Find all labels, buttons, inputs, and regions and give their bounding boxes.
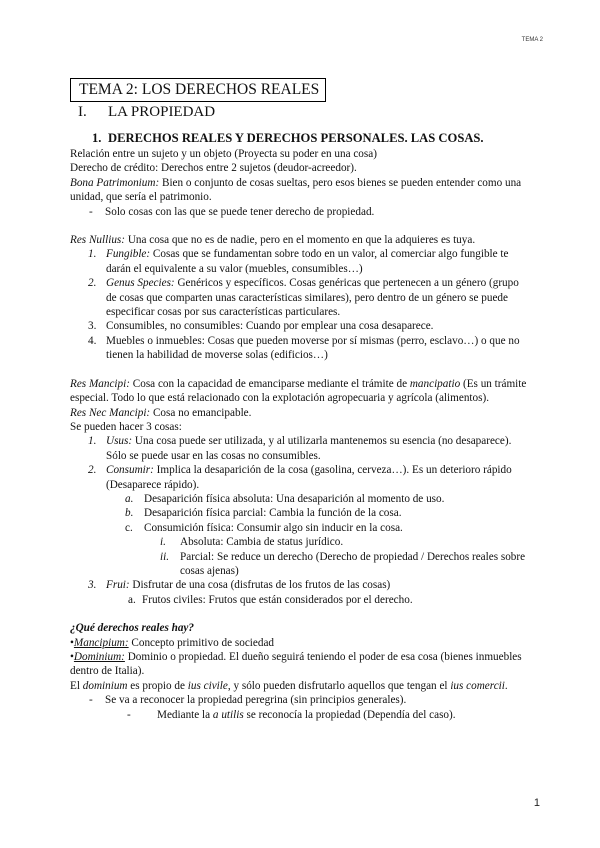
- paragraph-res-nullius: Res Nullius: Una cosa que no es de nadie, pero en el momento en que la adquieres es tuya.: [70, 234, 476, 247]
- subsection-number: 1.: [92, 131, 102, 145]
- list-item: - Mediante la a utilis se reconocía la propiedad (Dependía del caso).: [127, 708, 456, 721]
- section-heading: [70, 103, 532, 121]
- term-res-nullius: Res Nullius:: [70, 234, 126, 247]
- paragraph-relation: Relación entre un sujeto y un objeto (Proyecta su poder en una cosa): [70, 148, 377, 160]
- list-item: a. Frutos civiles: Frutos que están considerados por el derecho.: [128, 593, 413, 606]
- list-item: c. Consumición física: Consumir algo sin inducir en la cosa.: [125, 521, 403, 534]
- paragraph-bona-patrimonium: Bona Patrimonium: Bien o conjunto de cosas sueltas, pero esos bienes se pueden entender como una unidad, que sería el patrimonio.: [70, 176, 522, 204]
- paragraph-res-nec-mancipi: Res Nec Mancipi: Cosa no emancipable.: [70, 406, 252, 419]
- section-number: I.: [78, 104, 87, 120]
- page-number: 1: [533, 797, 540, 809]
- list-item: 4. Muebles o inmuebles: Cosas que pueden moverse por sí mismas (perro, esclavo…) o que no tienen la habilidad de moverse solas (edificios…): [88, 334, 520, 362]
- list-item: 2. Consumir: Implica la desaparición de la cosa (gasolina, cerveza…). Es un deterioro rápido (Desaparece rápido).: [88, 464, 512, 491]
- question-heading: ¿Qué derechos reales hay?: [70, 622, 194, 635]
- list-item: 3. Consumibles, no consumibles: Cuando por emplear una cosa desaparece.: [88, 320, 434, 333]
- term-res-mancipi: Res Mancipi:: [70, 377, 130, 390]
- paragraph-res-mancipi: Res Mancipi: Cosa con la capacidad de emanciparse mediante el trámite de mancipatio (Es un trámite especial. Todo lo que está relacionado con la explotación agropecuaria y agrícola (alimentos).: [70, 377, 527, 405]
- term-res-nec-mancipi: Res Nec Mancipi:: [70, 406, 151, 419]
- term-dominium: Dominium:: [73, 651, 125, 663]
- list-item: 1. Usus: Una cosa puede ser utilizada, y al utilizarla mantenemos su esencia (no desaparece). Sólo se puede usar en las cosas no consumibles.: [88, 435, 512, 462]
- paragraph-three-things: Se pueden hacer 3 cosas:: [70, 420, 182, 433]
- subsection-label: DERECHOS REALES Y DERECHOS PERSONALES. LAS COSAS.: [108, 131, 484, 145]
- term-mancipium: Mancipium:: [73, 636, 129, 649]
- list-item: 3. Frui: Disfrutar de una cosa (disfrutas de los frutos de las cosas): [88, 579, 391, 592]
- term-bona-patrimonium: Bona Patrimonium:: [70, 176, 160, 189]
- list-item: ii. Parcial: Se reduce un derecho (Derecho de propiedad / Derechos reales sobre cosas ajenas): [160, 550, 526, 577]
- list-item: i. Absoluta: Cambia de status jurídico.: [160, 536, 344, 549]
- paragraph-dominium: El dominium es propio de ius civile, y sólo pueden disfrutarlo aquellos que tengan el ius comercii.: [70, 679, 508, 692]
- list-item: - Se va a reconocer la propiedad peregrina (sin principios generales).: [89, 694, 407, 707]
- list-item: 1. Fungible: Cosas que se fundamentan sobre todo en un valor, al comerciar algo fungible te darán el equivalente a su valor (muebles, consumibles…): [88, 248, 509, 275]
- section-label: LA PROPIEDAD: [108, 104, 216, 120]
- list-item: - Solo cosas con las que se puede tener derecho de propiedad.: [89, 205, 375, 218]
- running-header: TEMA 2: [521, 37, 543, 43]
- list-item: b. Desaparición física parcial: Cambia la función de la cosa.: [125, 507, 402, 520]
- subsection-heading: [92, 130, 532, 146]
- bullet-mancipium: •Mancipium: Concepto primitivo de sociedad: [70, 636, 275, 649]
- paragraph-credit: Derecho de crédito: Derechos entre 2 sujetos (deudor-acreedor).: [70, 162, 357, 175]
- bullet-dominium: •Dominium: Dominio o propiedad. El dueño seguirá teniendo el poder de esa cosa (bienes inmuebles dentro de Italia).: [70, 651, 522, 678]
- list-item: 2. Genus Species: Genéricos y específicos. Cosas genéricas que pertenecen a un género (grupo de cosas que comparten unas características similares), pero dentro de un género se puede especificar cosas por sus características particulares.: [88, 277, 519, 319]
- document-title: TEMA 2: LOS DERECHOS REALES: [70, 78, 326, 102]
- list-item: a. Desaparición física absoluta: Una desaparición al momento de uso.: [125, 492, 445, 505]
- document-body: [70, 78, 532, 722]
